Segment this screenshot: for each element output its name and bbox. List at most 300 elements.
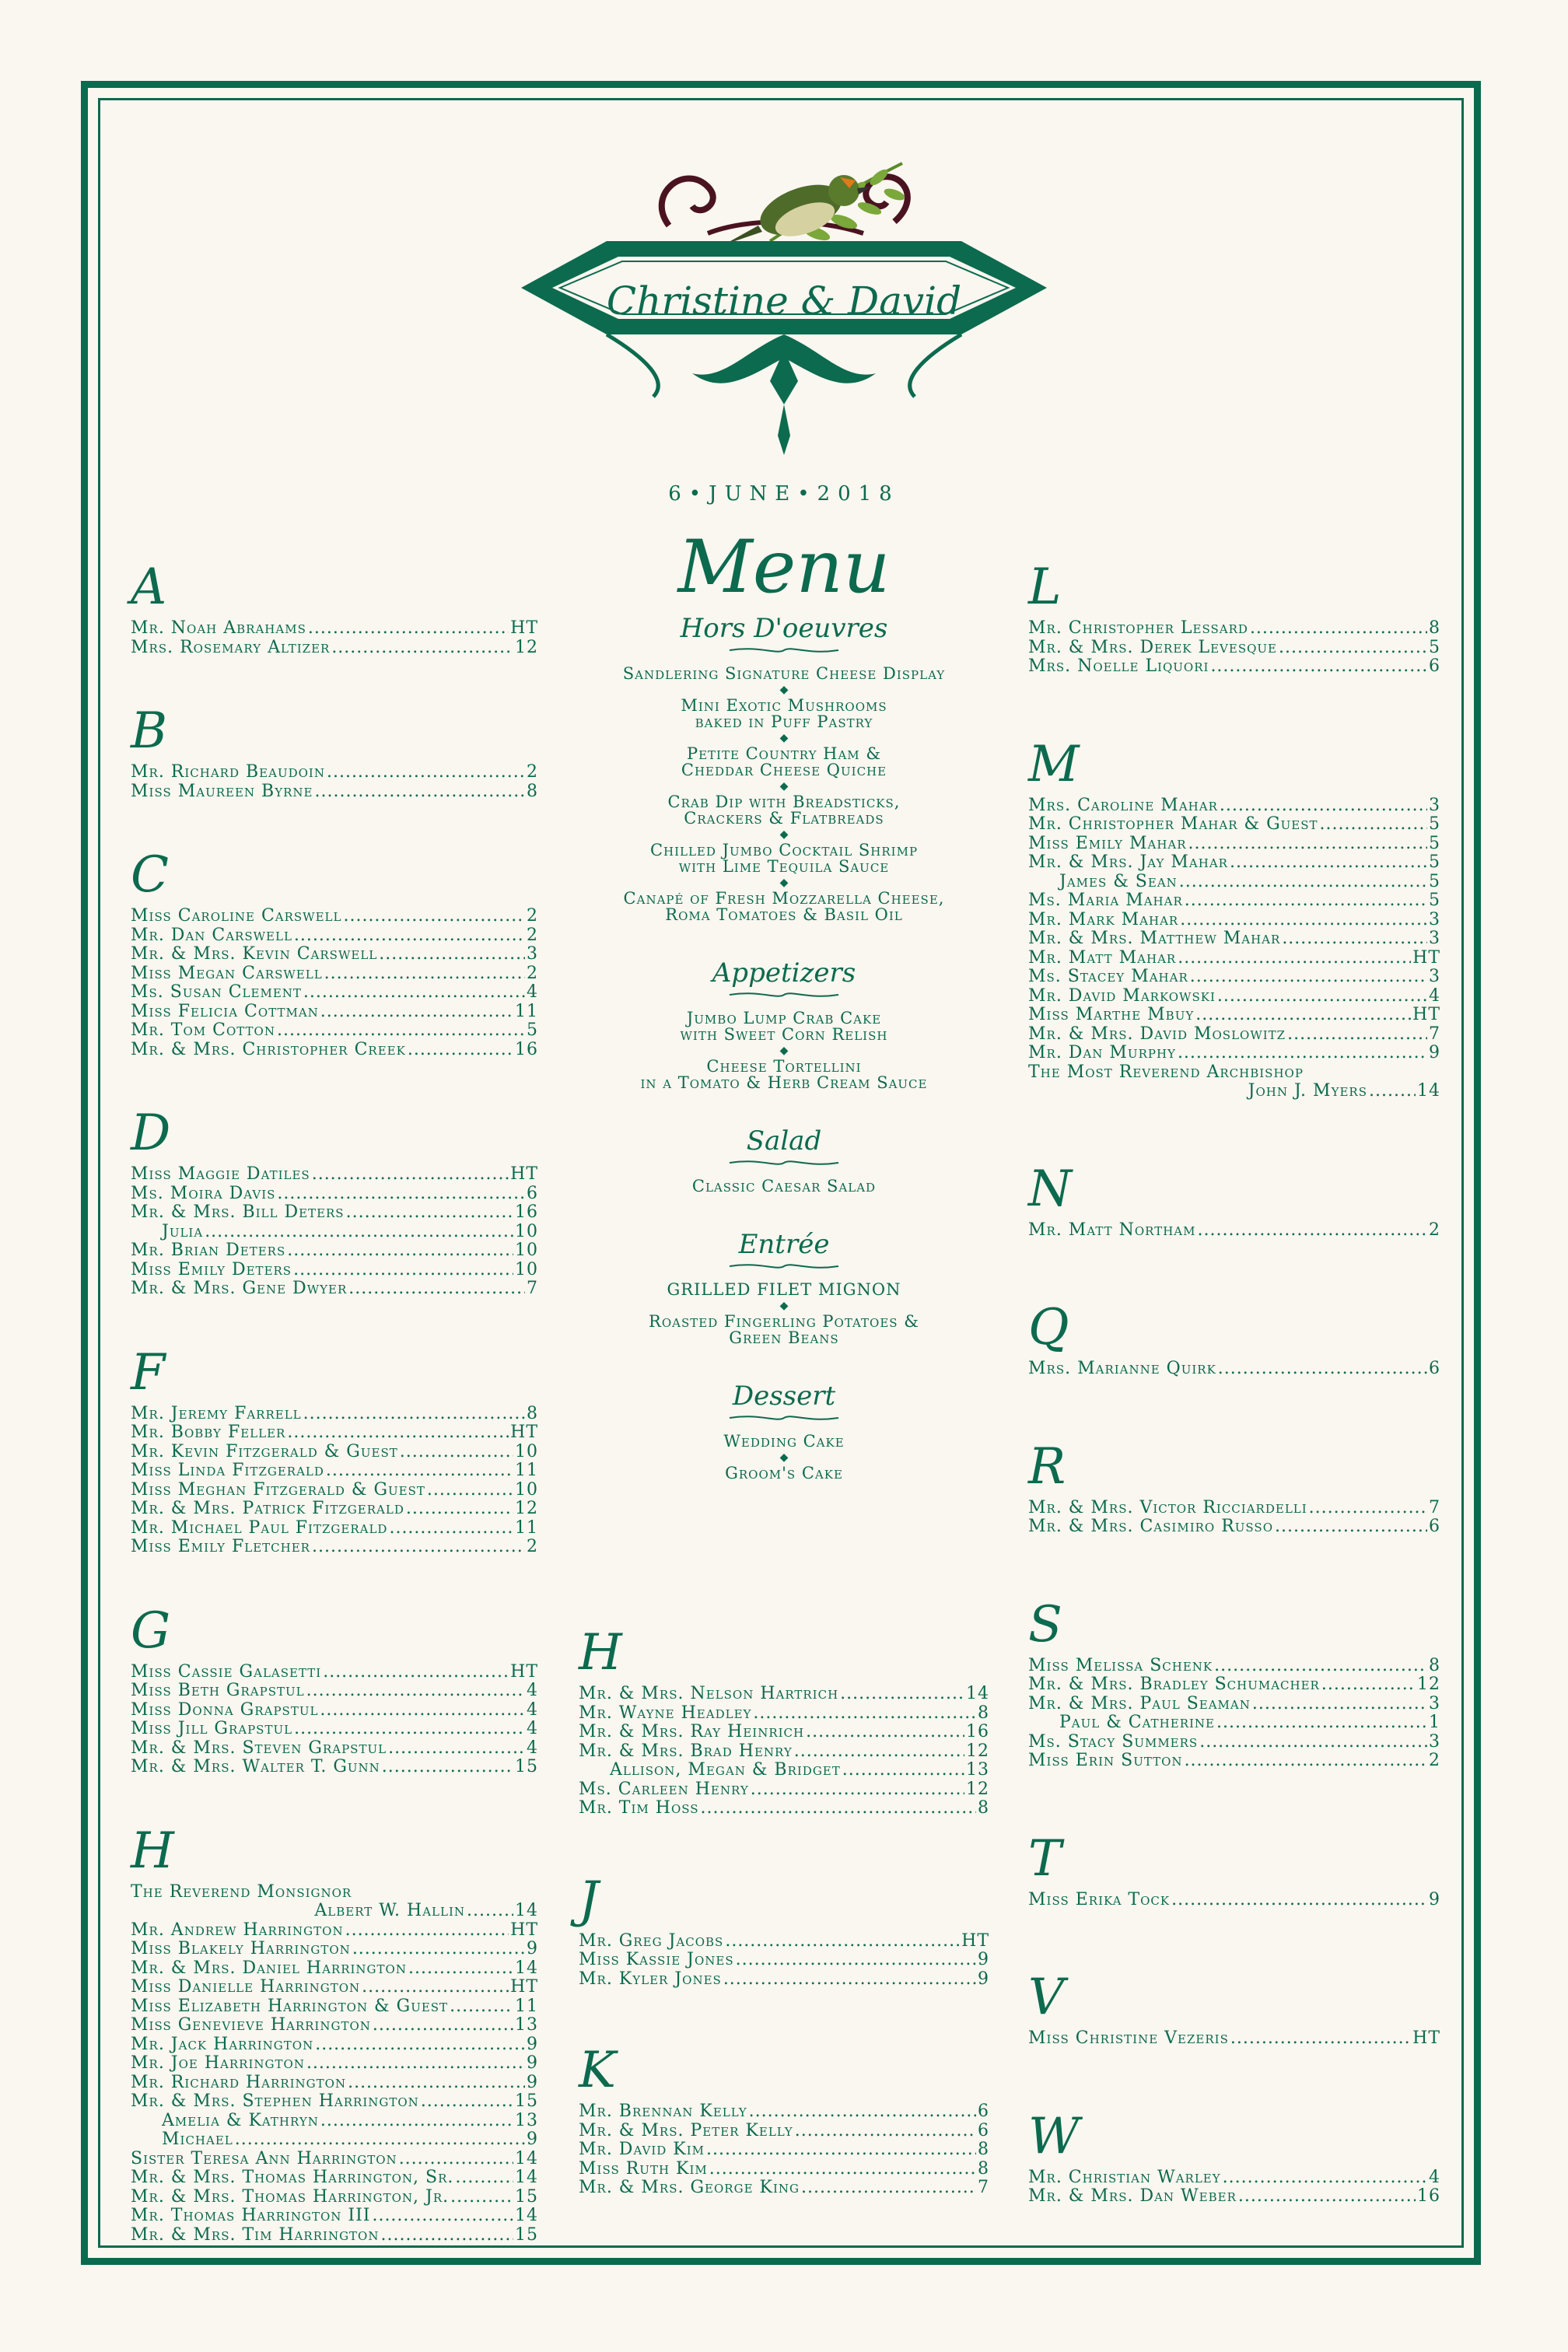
menu-item-line: Green Beans	[729, 1328, 839, 1347]
guest-entry	[131, 619, 538, 639]
guest-entry	[1028, 853, 1440, 873]
guest-name: Miss Danielle Harrington	[131, 1977, 361, 1997]
table-number: 3	[1429, 909, 1440, 929]
guest-name: Mr. & Mrs. Matthew Mahar	[1028, 929, 1281, 948]
table-number: 1	[1429, 1713, 1440, 1732]
guest-name: Mr. & Mrs. Ray Heinrich	[579, 1722, 805, 1741]
leader-dots	[455, 2168, 513, 2188]
leader-dots	[1321, 1675, 1416, 1695]
letter-group	[1028, 560, 1440, 677]
menu-section-title: Hors D'oeuvres	[680, 613, 888, 644]
table-number: 14	[515, 2206, 538, 2225]
leader-dots	[348, 1279, 525, 1299]
table-number: 12	[1417, 1675, 1440, 1694]
section-letter: H	[579, 1624, 622, 1682]
guest-name: Mr. Kevin Fitzgerald & Guest	[131, 1441, 398, 1461]
guest-name: Mr. Richard Beaudoin	[131, 762, 325, 782]
guest-entry	[1028, 1360, 1440, 1379]
guest-entry	[1028, 987, 1440, 1006]
guest-entry	[131, 1279, 538, 1299]
leader-dots	[205, 1223, 513, 1242]
table-number: 15	[515, 1757, 538, 1776]
guest-name: Miss Linda Fitzgerald	[131, 1461, 324, 1480]
column-middle	[579, 1626, 989, 2252]
section-letter: T	[1028, 1829, 1062, 1888]
leader-dots	[308, 619, 509, 639]
leader-dots	[701, 1799, 976, 1818]
guest-name: Mr. & Mrs. Thomas Harrington, Sr.	[131, 2168, 454, 2187]
leader-dots	[315, 2035, 525, 2055]
table-number: 9	[527, 2053, 538, 2073]
leader-dots	[749, 2102, 976, 2122]
guest-entry	[131, 1538, 538, 1557]
guest-entry	[579, 1704, 989, 1724]
section-letter: J	[579, 1871, 599, 1929]
guest-entry	[579, 1761, 989, 1780]
guest-entry	[131, 2054, 538, 2074]
table-number: 14	[515, 2148, 538, 2168]
guest-name: Mr. & Mrs. Patrick Fitzgerald	[131, 1499, 404, 1518]
guest-name: Mr. Joe Harrington	[131, 2053, 305, 2073]
leader-dots	[352, 1940, 525, 1959]
guest-entry	[131, 2150, 538, 2169]
leader-dots	[293, 1261, 513, 1280]
guest-name: Miss Donna Grapstul	[131, 1699, 319, 1720]
guest-entry	[131, 1959, 538, 1979]
leader-dots	[320, 1003, 513, 1022]
menu-title: Menu	[677, 525, 891, 610]
table-number: 8	[527, 1403, 538, 1423]
guest-entry	[131, 1185, 538, 1204]
menu-item	[579, 1314, 989, 1346]
table-number: 8	[1429, 618, 1440, 638]
letter-group	[131, 1824, 538, 2245]
guest-name: Miss Blakely Harrington	[131, 1939, 351, 1958]
guest-name: Mrs. Marianne Quirk	[1028, 1359, 1216, 1378]
leader-dots	[346, 1203, 513, 1223]
table-number: 6	[978, 2102, 989, 2121]
table-number: HT	[510, 618, 538, 638]
guest-name: Ms. Carleen Henry	[579, 1779, 749, 1799]
guest-entry	[131, 2016, 538, 2035]
guest-entry	[1028, 1891, 1440, 1910]
menu-item	[579, 1282, 989, 1298]
menu-section-title: Dessert	[732, 1381, 836, 1412]
guest-name: The Reverend Monsignor	[131, 1881, 352, 1902]
menu-item	[579, 666, 989, 682]
leader-dots	[709, 2160, 976, 2179]
leader-dots	[312, 1165, 509, 1185]
table-number: 13	[966, 1760, 989, 1780]
leader-dots	[372, 2207, 513, 2226]
table-number: 6	[1429, 1359, 1440, 1378]
table-number: 10	[515, 1221, 538, 1241]
menu-item-line: Wedding Cake	[723, 1432, 845, 1451]
guest-name: Miss Marthe Mbuy	[1028, 1005, 1195, 1024]
leader-dots	[406, 1500, 513, 1519]
letter-group	[131, 560, 538, 657]
guest-entry	[1028, 1006, 1440, 1025]
table-number: 6	[527, 1183, 538, 1203]
guest-name: Miss Elizabeth Harrington & Guest	[131, 1996, 449, 2016]
guest-name: Ms. Susan Clement	[131, 982, 302, 1002]
table-number: 10	[515, 1241, 538, 1260]
leader-dots	[1178, 1044, 1427, 1063]
guest-name: Miss Christine Vezeris	[1028, 2028, 1229, 2048]
guest-name: Miss Genevieve Harrington	[131, 2015, 371, 2035]
leader-dots	[287, 1423, 509, 1443]
table-number: 4	[527, 1738, 538, 1758]
guest-entry	[579, 1723, 989, 1742]
guest-entry	[1028, 815, 1440, 835]
leader-dots	[427, 1481, 513, 1500]
table-number: 14	[515, 1958, 538, 1978]
guest-name: Mr. Mark Mahar	[1028, 909, 1179, 929]
letter-group	[579, 2043, 989, 2198]
guest-entry	[1028, 1025, 1440, 1045]
leader-dots	[1178, 949, 1411, 968]
guest-name: Mr. & Mrs. Nelson Hartrich	[579, 1684, 839, 1703]
guest-entry	[131, 1481, 538, 1500]
guest-name: Miss Erika Tock	[1028, 1889, 1171, 1909]
table-number: 4	[527, 1681, 538, 1700]
leader-dots	[840, 1685, 964, 1704]
leader-dots	[1282, 929, 1427, 949]
leader-dots	[327, 763, 525, 782]
menu-item-line: Cheese Tortellini	[706, 1057, 862, 1076]
table-number: 3	[1429, 929, 1440, 948]
guest-entry	[1028, 2029, 1440, 2049]
guest-name: Mr. & Mrs. Stephen Harrington	[131, 2091, 419, 2111]
guest-entry	[579, 2140, 989, 2160]
table-number: 16	[966, 1722, 989, 1741]
guest-entry	[131, 2074, 538, 2093]
leader-dots	[400, 1443, 513, 1462]
guest-name: Mr. Thomas Harrington III	[131, 2206, 371, 2225]
leader-dots	[725, 1932, 960, 1951]
guest-entry	[1028, 1675, 1440, 1695]
diamond-icon: ◆	[779, 1045, 789, 1057]
menu-item-line: Groom's Cake	[725, 1464, 843, 1482]
letter-group	[1028, 1300, 1440, 1379]
leader-dots	[303, 1405, 525, 1424]
guest-name: Ms. Maria Mahar	[1028, 891, 1183, 910]
guest-entry	[1028, 1517, 1440, 1537]
table-number: 6	[1429, 656, 1440, 676]
leader-dots	[382, 1758, 513, 1777]
guest-name: Mr. Wayne Headley	[579, 1703, 752, 1723]
guest-name: Mr. Christopher Mahar & Guest	[1028, 814, 1318, 834]
table-number: 12	[515, 1499, 538, 1518]
guest-name: Mr. Tim Hoss	[579, 1798, 699, 1818]
guest-entry	[131, 1223, 538, 1242]
menu-item-line: Crackers & Flatbreads	[684, 809, 884, 828]
leader-dots	[1320, 815, 1427, 835]
couple-names: Christine & David	[606, 278, 962, 324]
guest-entry	[131, 639, 538, 658]
leader-dots	[1185, 891, 1427, 911]
menu-item-line: Canapé of Fresh Mozzarella Cheese,	[623, 889, 945, 908]
section-letter: B	[131, 702, 168, 760]
table-number: 13	[515, 2015, 538, 2035]
guest-entry	[579, 1742, 989, 1762]
menu-item	[579, 1059, 989, 1091]
letter-group	[579, 1873, 989, 1990]
guest-name: Mr. Greg Jacobs	[579, 1930, 724, 1951]
table-number: 14	[515, 1901, 538, 1920]
leader-dots	[294, 1720, 525, 1739]
guest-name: Miss Erin Sutton	[1028, 1751, 1183, 1770]
section-letter: W	[1028, 2107, 1080, 2165]
guest-entry	[131, 907, 538, 926]
guest-entry	[1028, 1063, 1440, 1083]
table-number: 12	[966, 1779, 989, 1799]
menu-item	[579, 794, 989, 827]
guest-name: Mr. Brian Deters	[131, 1241, 286, 1260]
guest-name: Miss Melissa Schenk	[1028, 1655, 1213, 1675]
leader-dots	[303, 983, 525, 1003]
flourish-icon	[579, 1412, 989, 1424]
table-number: HT	[1412, 1005, 1440, 1024]
table-number: 7	[1429, 1497, 1440, 1517]
table-number: 15	[515, 2224, 538, 2245]
guest-name: Miss Emily Mahar	[1028, 833, 1187, 853]
guest-entry	[131, 1261, 538, 1280]
wedding-date: 6•JUNE•2018	[668, 482, 900, 506]
guest-entry	[1028, 639, 1440, 658]
menu-item-line: Petite Country Ham &	[686, 744, 882, 763]
leader-dots	[1214, 1657, 1427, 1676]
guest-entry	[1028, 619, 1440, 639]
leader-dots	[751, 1780, 964, 1800]
leader-dots	[1250, 619, 1427, 639]
guest-entry	[579, 2122, 989, 2141]
guest-name: The Most Reverend Archbishop	[1028, 1062, 1304, 1082]
leader-dots	[389, 1519, 513, 1538]
letter-group	[131, 1106, 538, 1299]
table-number: 4	[527, 1719, 538, 1738]
table-number: 5	[1429, 891, 1440, 910]
table-number: 8	[978, 1798, 989, 1818]
leader-dots	[1279, 639, 1427, 658]
guest-entry	[579, 1932, 989, 1951]
table-number: 8	[978, 1703, 989, 1723]
leader-dots	[379, 945, 525, 964]
table-number: HT	[961, 1930, 989, 1951]
menu-item-line: with Lime Tequila Sauce	[678, 857, 890, 876]
menu-item-line: Mini Exotic Mushrooms	[681, 696, 887, 715]
guest-name: Mr. Kyler Jones	[579, 1969, 722, 1989]
guest-entry	[131, 1041, 538, 1060]
leader-dots	[277, 1021, 525, 1041]
guest-name: Mr. & Mrs. Dan Weber	[1028, 2186, 1237, 2206]
table-number: 16	[515, 1039, 538, 1059]
table-number: 6	[978, 2120, 989, 2140]
letter-group	[579, 1626, 989, 1818]
menu-item	[579, 891, 989, 923]
section-letter: A	[131, 558, 167, 616]
leader-dots	[1230, 2029, 1411, 2049]
guest-name: Ms. Stacey Mahar	[1028, 967, 1188, 986]
column-right	[1028, 560, 1440, 2267]
guest-name: Mr. Noah Abrahams	[131, 618, 306, 638]
guest-name: Mr. Christian Warley	[1028, 2167, 1221, 2187]
section-letter: C	[131, 846, 169, 904]
diamond-icon: ◆	[779, 1451, 789, 1464]
guest-name: Mr. & Mrs. Brad Henry	[579, 1741, 793, 1761]
guest-name: Mr. & Mrs. David Moslowitz	[1028, 1024, 1286, 1044]
guest-name: Mr. & Mrs. Kevin Carswell	[131, 944, 378, 964]
guest-entry	[131, 1663, 538, 1682]
table-number: 5	[1429, 852, 1440, 872]
guest-entry	[1028, 1044, 1440, 1063]
guest-name: Mr. & Mrs. Tim Harrington	[131, 2224, 380, 2245]
section-letter: N	[1028, 1160, 1072, 1218]
guest-name: Mr. & Mrs. Bill Deters	[131, 1202, 345, 1222]
column-left	[131, 560, 538, 2291]
leader-dots	[277, 1185, 525, 1204]
guest-entry	[131, 2112, 538, 2131]
table-number: 2	[527, 963, 538, 983]
guest-name: Mr. & Mrs. Casimiro Russo	[1028, 1517, 1273, 1536]
guest-entry	[131, 1758, 538, 1777]
menu-item-line: Sandlering Signature Cheese Display	[622, 664, 946, 683]
leader-dots	[1216, 1713, 1427, 1733]
guest-name: Paul & Catherine	[1059, 1713, 1215, 1732]
guest-entry	[131, 983, 538, 1003]
table-number: 11	[515, 1001, 538, 1021]
leader-dots	[1195, 1006, 1411, 1025]
guest-entry	[131, 763, 538, 782]
guest-entry	[131, 926, 538, 946]
guest-name: Albert W. Hallin	[314, 1901, 465, 1920]
guest-name: Miss Kassie Jones	[579, 1950, 734, 1969]
guest-name: Ms. Stacy Summers	[1028, 1731, 1199, 1752]
menu-item	[579, 1465, 989, 1482]
menu-item-line: GRILLED FILET MIGNON	[667, 1280, 901, 1299]
diamond-icon: ◆	[779, 1300, 789, 1312]
leader-dots	[362, 1978, 509, 1997]
leader-dots	[306, 2054, 525, 2074]
diamond-icon: ◆	[779, 877, 789, 889]
leader-dots	[388, 1739, 525, 1759]
diamond-icon: ◆	[779, 780, 789, 793]
table-number: 15	[515, 2186, 538, 2207]
guest-entry	[1028, 796, 1440, 816]
guest-entry	[131, 964, 538, 984]
guest-entry	[131, 1739, 538, 1759]
leader-dots	[1275, 1517, 1427, 1537]
leader-dots	[1218, 1360, 1427, 1379]
table-number: 3	[1429, 1731, 1440, 1752]
letter-group	[1028, 1437, 1440, 1537]
leader-dots	[753, 1704, 976, 1724]
table-number: 8	[978, 2140, 989, 2159]
leader-dots	[1220, 796, 1427, 816]
table-number: 9	[978, 1950, 989, 1969]
leader-dots	[287, 1241, 513, 1261]
guest-name: Miss Beth Grapstul	[131, 1681, 305, 1700]
menu-item	[579, 746, 989, 779]
guest-name: Mr. & Mrs. Thomas Harrington, Jr.	[131, 2186, 450, 2207]
guest-entry	[579, 1685, 989, 1704]
guest-name: Mr. Christopher Lessard	[1028, 618, 1248, 638]
table-number: 3	[527, 944, 538, 964]
leader-dots	[408, 1959, 513, 1979]
guest-name: John J. Myers	[1248, 1081, 1367, 1101]
guest-entry	[1028, 949, 1440, 968]
guest-entry	[579, 2179, 989, 2198]
table-number: 2	[527, 906, 538, 926]
guest-name: Miss Cassie Galasetti	[131, 1661, 322, 1682]
diamond-icon: ◆	[779, 684, 789, 696]
table-number: 2	[527, 1537, 538, 1556]
guest-entry	[1028, 2187, 1440, 2207]
guest-name: Mrs. Caroline Mahar	[1028, 795, 1218, 815]
leader-dots	[312, 1538, 525, 1557]
letter-group	[1028, 1829, 1440, 1910]
guest-entry	[131, 782, 538, 802]
table-number: 6	[1429, 1517, 1440, 1536]
leader-dots	[1287, 1025, 1427, 1045]
letter-group	[131, 848, 538, 1059]
menu-item-line: Roma Tomatoes & Basil Oil	[665, 905, 903, 924]
table-number: 4	[1429, 2167, 1440, 2187]
table-number: 4	[527, 982, 538, 1002]
menu-item-line: Classic Caesar Salad	[691, 1177, 877, 1195]
leader-dots	[380, 2226, 513, 2245]
table-number: 3	[1429, 1693, 1440, 1713]
letter-group	[131, 704, 538, 801]
section-letter: K	[579, 2042, 616, 2099]
leader-dots	[842, 1761, 964, 1780]
leader-dots	[1230, 853, 1427, 873]
leader-dots	[320, 2112, 513, 2131]
guest-entry	[131, 1003, 538, 1022]
guest-entry	[131, 1720, 538, 1739]
leader-dots	[1309, 1499, 1427, 1518]
leader-dots	[345, 1921, 509, 1941]
table-number: 9	[1429, 1889, 1440, 1909]
guest-entry	[1028, 835, 1440, 854]
table-number: 5	[1429, 833, 1440, 853]
guest-entry	[131, 2092, 538, 2112]
section-letter: Q	[1028, 1299, 1069, 1356]
menu-item-line: in a Tomato & Herb Cream Sauce	[640, 1073, 928, 1092]
leader-dots	[1252, 1695, 1427, 1714]
menu-item	[579, 1433, 989, 1450]
table-number: 9	[527, 2034, 538, 2054]
table-number: 11	[515, 1517, 538, 1538]
guest-entry	[1028, 1499, 1440, 1518]
guest-entry	[131, 1165, 538, 1185]
leader-dots	[795, 2122, 976, 2141]
table-number: 5	[1429, 871, 1440, 891]
guest-name: Allison, Megan & Bridget	[610, 1760, 841, 1780]
guest-entry	[131, 2188, 538, 2207]
guest-name: Miss Felicia Cottman	[131, 1001, 319, 1021]
guest-entry	[131, 2207, 538, 2226]
guest-entry	[131, 945, 538, 964]
menu-item-line: with Sweet Corn Relish	[680, 1025, 888, 1044]
leader-dots	[706, 2140, 976, 2160]
guest-name: Miss Caroline Carswell	[131, 906, 342, 926]
letter-group	[1028, 1970, 1440, 2049]
guest-name: Mr. David Kim	[579, 2140, 705, 2159]
section-letter: H	[131, 1822, 174, 1880]
guest-name: Mr. & Mrs. Victor Ricciardelli	[1028, 1497, 1307, 1517]
guest-entry	[1028, 968, 1440, 987]
